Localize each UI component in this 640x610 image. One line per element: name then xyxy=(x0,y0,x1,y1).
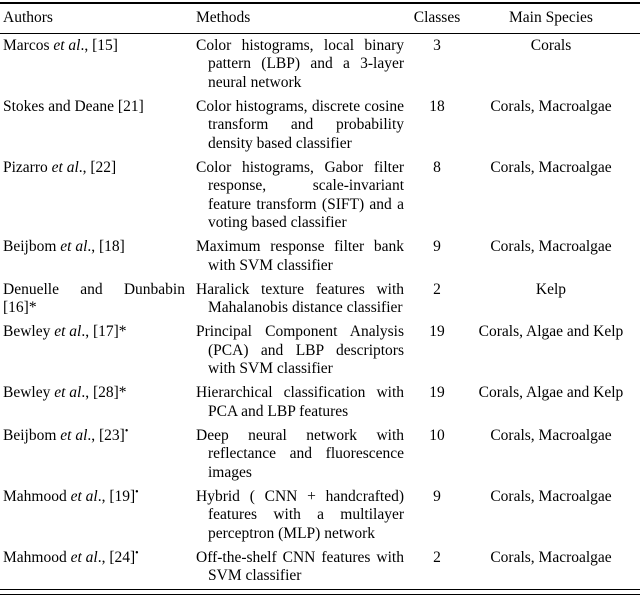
table-row xyxy=(0,156,640,236)
methods-cell: Hierarchical classification with PCA and LBP features xyxy=(196,384,404,420)
dataset-marker: • xyxy=(135,486,139,498)
methods-cell: Color histograms, Gabor filter response, scale-invariant feature transform (SIFT) and a voting based classifier xyxy=(196,158,404,231)
author-text: Marcos xyxy=(3,36,54,54)
table-row xyxy=(0,278,640,321)
table-row xyxy=(0,34,640,96)
author-text: Stokes and Deane [21] xyxy=(3,97,144,115)
table-row xyxy=(0,485,640,546)
author-text: Beijbom xyxy=(3,238,61,255)
author-text: ., [17]* xyxy=(81,323,127,340)
et-al-italic: et al xyxy=(60,238,88,255)
table-body xyxy=(0,34,640,590)
methods-cell: Off-the-shelf CNN features with SVM classifier xyxy=(196,548,404,584)
classes-cell: 18 xyxy=(429,97,445,115)
et-al-italic: et al xyxy=(54,384,82,401)
classes-cell: 19 xyxy=(429,384,445,401)
author-text: Bewley xyxy=(3,323,55,340)
et-al-italic: et al xyxy=(54,323,82,340)
methods-cell: Hybrid ( CNN + handcrafted) features with a multilayer perceptron (MLP) network xyxy=(196,487,404,542)
header-methods: Methods xyxy=(194,3,412,34)
table-row xyxy=(0,382,640,425)
classes-cell: 10 xyxy=(429,426,445,444)
species-cell: Corals, Macroalgae xyxy=(490,487,612,505)
classes-cell: 9 xyxy=(433,487,441,505)
species-cell: Corals, Macroalgae xyxy=(490,97,612,115)
author-text: Mahmood xyxy=(3,487,71,505)
author-text: ., [28]* xyxy=(81,384,127,401)
header-authors: Authors xyxy=(0,3,194,34)
authors-cell xyxy=(0,424,194,485)
dataset-marker: • xyxy=(135,547,139,559)
author-text: ., [19] xyxy=(97,487,136,505)
species-cell: Corals, Macroalgae xyxy=(490,426,612,444)
classes-cell: 2 xyxy=(433,548,441,566)
species-cell: Corals, Macroalgae xyxy=(490,238,612,255)
comparison-table xyxy=(0,2,640,590)
authors-cell xyxy=(0,236,194,279)
classes-cell: 2 xyxy=(433,280,441,298)
methods-cell: Deep neural network with reflectance and fluorescence images xyxy=(196,426,404,481)
classes-cell: 8 xyxy=(433,158,441,176)
authors-cell xyxy=(0,321,194,382)
header-main-species: Main Species xyxy=(462,3,640,34)
table-row xyxy=(0,95,640,156)
classes-cell: 9 xyxy=(433,238,441,255)
methods-cell: Color histograms, local binary pattern (LBP) and a 3-layer neural network xyxy=(196,36,404,91)
methods-cell: Color histograms, discrete cosine transform and probability density based classifier xyxy=(196,97,404,152)
et-al-italic: et al xyxy=(70,487,98,505)
et-al-italic: et al xyxy=(70,548,98,566)
table-row xyxy=(0,546,640,589)
bottom-double-rule xyxy=(0,590,640,595)
table-row xyxy=(0,321,640,382)
authors-cell xyxy=(0,156,194,236)
methods-cell: Maximum response filter bank with SVM classifier xyxy=(196,238,404,274)
species-cell: Corals xyxy=(530,36,572,54)
author-text: ., [15] xyxy=(80,36,118,54)
author-text: ., [22] xyxy=(78,158,117,176)
authors-cell xyxy=(0,278,194,321)
et-al-italic: et al xyxy=(60,426,88,444)
authors-cell xyxy=(0,546,194,589)
author-text: Mahmood xyxy=(3,548,71,566)
author-text: Bewley xyxy=(3,384,55,401)
author-text: ., [18] xyxy=(87,238,125,255)
author-text: ., [23] xyxy=(87,426,125,444)
dataset-marker: • xyxy=(124,425,129,437)
authors-cell xyxy=(0,382,194,425)
header-row xyxy=(0,3,640,34)
species-cell: Corals, Macroalgae xyxy=(490,158,612,176)
classes-cell: 3 xyxy=(433,36,441,54)
author-text: Beijbom xyxy=(3,426,61,444)
methods-cell: Haralick texture features with Mahalanobis distance classifier xyxy=(196,280,404,316)
author-text: Denuelle and Dunbabin [16]* xyxy=(3,280,185,316)
et-al-italic: et al xyxy=(53,36,81,54)
species-cell: Kelp xyxy=(535,280,567,298)
authors-cell xyxy=(0,485,194,546)
header-classes: Classes xyxy=(412,3,462,34)
species-cell: Corals, Algae and Kelp xyxy=(478,384,624,401)
methods-cell: Principal Component Analysis (PCA) and LBP descriptors with SVM classifier xyxy=(196,323,404,377)
authors-cell xyxy=(0,34,194,96)
table-header xyxy=(0,3,640,34)
table-row xyxy=(0,236,640,279)
authors-cell xyxy=(0,95,194,156)
et-al-italic: et al xyxy=(51,158,79,176)
table-row xyxy=(0,424,640,485)
classes-cell: 19 xyxy=(429,323,445,340)
species-cell: Corals, Algae and Kelp xyxy=(478,323,624,340)
author-text: Pizarro xyxy=(3,158,52,176)
author-text: ., [24] xyxy=(97,548,136,566)
species-cell: Corals, Macroalgae xyxy=(490,548,612,566)
